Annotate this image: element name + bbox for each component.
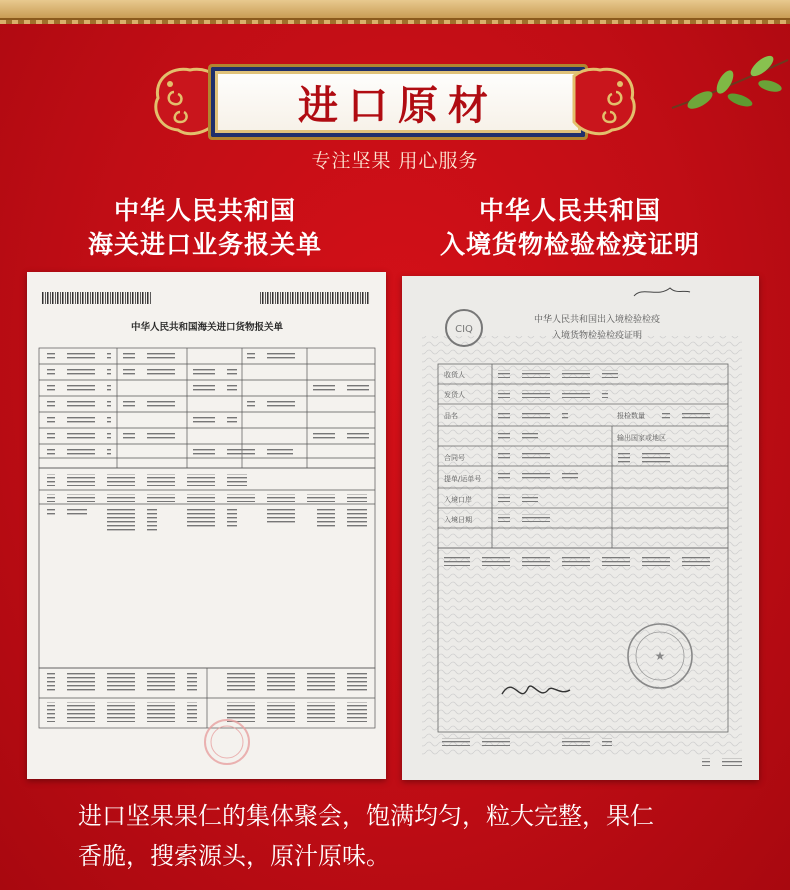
svg-text:★: ★ [654,649,666,663]
right-heading [400,194,740,262]
right-heading-line2: 入境货物检验检疫证明 [439,230,700,259]
subtitle: 专注坚果 用心服务 [311,150,479,172]
left-heading-line1: 中华人民共和国 [113,196,296,225]
cloud-ornament-icon [560,62,640,138]
title-banner [150,58,640,140]
svg-text:CIQ: CIQ [455,324,473,335]
footer-line1: 进口坚果果仁的集体聚会，饱满均匀，粒大完整，果仁 [78,802,654,830]
row-label-goods: 品名 [444,412,458,420]
top-decorative-border [0,0,790,20]
footer-description [78,796,768,876]
customs-declaration-scan [27,272,386,779]
title-plate [208,64,588,140]
row-label-bill: 提单/运单号 [444,475,482,483]
row-label-origin: 输出国家或地区 [617,434,666,442]
row-label-date: 入境日期 [444,516,472,524]
row-label-quantity: 报检数量 [617,412,645,420]
certificate-title-2: 入境货物检验检疫证明 [551,331,643,341]
inspection-certificate-image [402,276,759,780]
row-label-port: 入境口岸 [444,496,472,504]
left-heading [40,194,370,262]
row-label-contract: 合同号 [444,454,465,462]
page-title: 进口原材 [298,81,498,129]
right-heading-line1: 中华人民共和国 [478,196,661,225]
row-label-consignor: 发货人 [444,391,465,399]
customs-doc-title: 中华人民共和国海关进口货物报关单 [130,322,284,333]
footer-line2: 香脆，搜索源头，原汁原味。 [78,842,390,870]
customs-declaration-image [27,272,386,779]
left-heading-line2: 海关进口业务报关单 [87,230,322,259]
certificate-title-1: 中华人民共和国出入境检验检疫 [533,315,661,325]
row-label-consignee: 收货人 [444,371,465,379]
inspection-certificate-scan [402,276,759,780]
leaf-branch-icon [670,38,790,128]
